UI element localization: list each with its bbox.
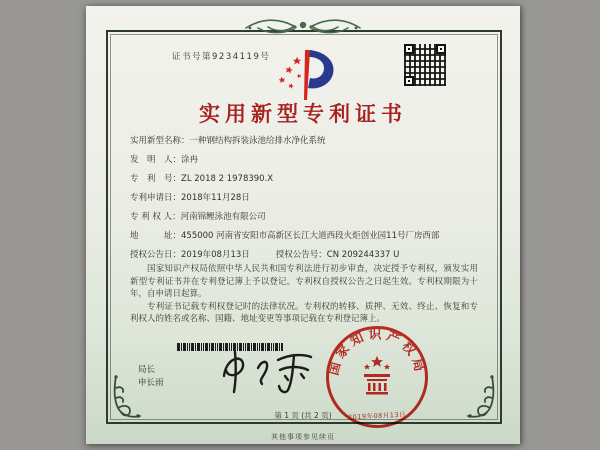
qr-finder-icon [404,44,414,54]
star-icon [285,65,294,74]
legal-text [130,263,478,326]
field-value: 2018年11月28日 [181,193,250,203]
field-label: 专利申请日： [130,193,182,203]
field-value: 455000 河南省安阳市高新区长江大道西段火炬创业园11号厂房西部 [181,231,440,241]
field-label: 授权公告日： [130,250,182,260]
field-utility-model-name [130,136,480,147]
grant-date [130,250,250,261]
grant-number [276,250,400,261]
director-signature [216,348,316,396]
garland-ornament-icon [238,14,368,38]
field-value: 2019年08月13日 [181,250,250,260]
field-grant-row [130,250,480,261]
certificate-number: 证书号第9234119号 [172,52,271,62]
field-label: 实用新型名称： [130,136,190,146]
field-patentee [130,212,480,223]
director-title: 局长 [138,365,156,375]
field-value: 河南锦鲤泳池有限公司 [180,212,266,222]
svg-text:国家知识产权局 [326,327,428,377]
star-icon [288,82,295,89]
field-value: 涂冉 [181,155,199,165]
field-value: CN 209244337 U [326,250,400,260]
certificate-title: 实用新型专利证书 [199,101,407,126]
qr-finder-icon [436,44,446,54]
field-application-date [130,193,480,204]
legal-paragraph-1: 国家知识产权局依照中华人民共和国专利法进行初步审查，决定授予专利权，颁发实用新型专利证书并在专利登记簿上予以登记。专利权自授权公告之日起生效。专利权期限为十年，自申请日起算。 [130,264,478,299]
corner-flourish-icon [110,374,144,420]
star-icon [278,76,286,83]
seal-date: 2019年08月13日 [347,410,407,422]
field-label: 发 明 人： [130,155,182,165]
national-emblem-icon [364,356,390,395]
field-inventor [130,155,480,166]
certificate-fields [130,136,480,261]
legal-paragraph-2: 专利证书记载专利权登记时的法律状况。专利权的转移、质押、无效、终止、恢复和专利权人的姓名或名称、国籍、地址变更等事项记载在专利登记簿上。 [130,301,478,324]
footer-note: 其他事项参见续页 [271,433,335,441]
qr-finder-icon [404,76,414,86]
director-name: 申长雨 [138,378,164,388]
corner-flourish-icon [464,374,498,420]
patent-office-logo [264,48,342,104]
star-icon [293,57,301,65]
field-value: 一种钢结构拆装泳池给排水净化系统 [189,136,326,146]
field-label: 授权公告号： [275,250,327,260]
star-icon [296,73,302,79]
field-label: 专 利 号： [130,174,182,184]
seal-ring-text: 国家知识产权局 [326,327,428,377]
field-patent-number [130,174,480,185]
field-label: 地 址： [130,231,182,241]
field-value: ZL 2018 2 1978390.X [181,174,274,184]
logo-pole-shape [304,50,310,100]
field-address [130,231,480,242]
logo-p-shape [308,50,334,88]
qr-code [404,44,446,86]
field-label: 专 利 权 人： [130,212,181,222]
page-number: 第 1 页 (共 2 页) [274,411,332,420]
certificate-paper [86,6,520,444]
